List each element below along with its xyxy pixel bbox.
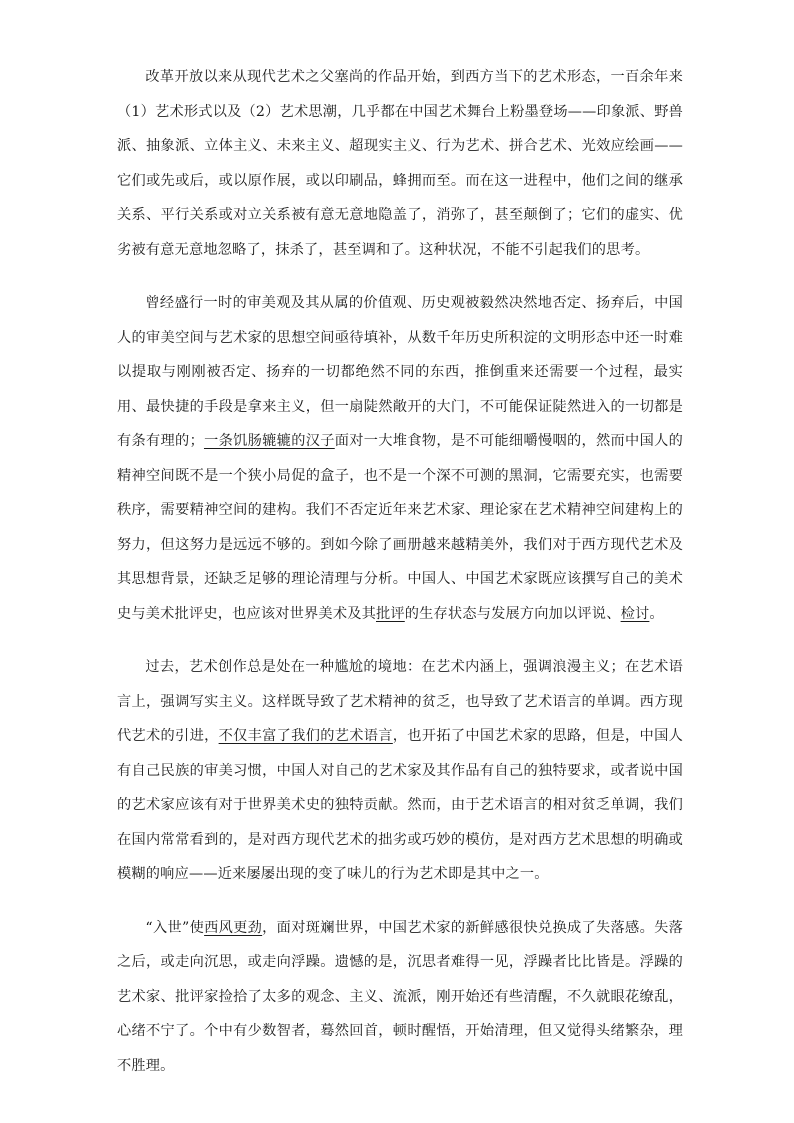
paragraph-text: 曾经盛行一时的审美观及其从属的价值观、历史观被毅然决然地否定、扬弃后，中国人的审美空间与艺术家的思想空间亟待填补，从数千年历史所积淀的文明形态中还一时难以提取与刚刚被否定、扬弃的一切都绝然不同的东西，推倒重来还需要一个过程，最实用、最快捷的手段是拿来主义，但一扇陡然敞开的大门，不可能保证陡然进入的一切都是有条有理的； [117,295,683,449]
underlined-phrase: 西风更劲 [204,919,263,936]
paragraph-text: ，面对斑斓世界，中国艺术家的新鲜感很快兑换成了失落感。失落之后，或走向沉思，或走向浮躁。遗憾的是，沉思者难得一见，浮躁者比比皆是。浮躁的艺术家、批评家捡拾了太多的观念、主义、流派，刚开始还有些清醒，不久就眼花缭乱，心绪不宁了。个中有少数智者，蓦然回首，顿时醒悟，开始清理，但又觉得头绪繁杂，理不胜理。 [117,919,683,1074]
paragraph-3 [117,650,683,892]
underlined-phrase: 批评 [375,605,405,622]
paragraph-text: ，也开拓了中国艺术家的思路，但是，中国人有自己民族的审美习惯，中国人对自己的艺术家及其作品有自己的独特要求，或者说中国的艺术家应该有对于世界美术史的独特贡献。然而，由于艺术语言的相对贫乏单调，我们在国内常常看到的，是对西方现代艺术的拙劣或巧妙的模仿，是对西方艺术思想的明确或模糊的响应——近来屡屡出现的变了味儿的行为艺术即是其中之一。 [117,728,683,882]
underlined-phrase: 检讨 [620,605,650,622]
paragraph-4 [117,911,683,1084]
paragraph-1 [117,60,683,267]
paragraph-text: 。 [649,605,664,622]
paragraph-text: 的生存状态与发展方向加以评说、 [404,605,621,622]
underlined-phrase: 一条饥肠辘辘的汉子 [203,433,335,449]
paragraph-text: 改革开放以来从现代艺术之父塞尚的作品开始，到西方当下的艺术形态，一百余年来（1）艺术形式以及（2）艺术思潮，几乎都在中国艺术舞台上粉墨登场——印象派、野兽派、抽象派、立体主义、未来主义、超现实主义、行为艺术、拼合艺术、光效应绘画——它们或先或后，或以原作展，或以印刷品，蜂拥而至。而在这一进程中，他们之间的继承关系、平行关系或对立关系被有意无意地隐盖了，消弥了，甚至颠倒了；它们的虚实、优劣被有意无意地忽略了，抹杀了，甚至调和了。这种状况，不能不引起我们的思考。 [117,69,683,258]
paragraph-text: 面对一大堆食物，是不可能细嚼慢咽的，然而中国人的精神空间既不是一个狭小局促的盒子，也不是一个深不可测的黑洞，它需要充实，也需要秩序，需要精神空间的建构。我们不否定近年来艺术家、理论家在艺术精神空间建构上的努力，但这努力是远远不够的。到如今除了画册越来越精美外，我们对于西方现代艺术及其思想背景，还缺乏足够的理论清理与分析。中国人、中国艺术家既应该撰写自己的美术史与美术批评史，也应该对世界美术及其 [117,433,683,622]
document-page [117,60,683,1083]
underlined-phrase: 不仅丰富了我们的艺术语言 [218,728,393,744]
paragraph-text: “入世”使 [145,919,205,936]
paragraph-text: 过去，艺术创作总是处在一种尴尬的境地：在艺术内涵上，强调浪漫主义；在艺术语言上，强调写实主义。这样既导致了艺术精神的贫乏，也导致了艺术语言的单调。西方现代艺术的引进， [117,659,683,744]
paragraph-2 [117,286,683,631]
